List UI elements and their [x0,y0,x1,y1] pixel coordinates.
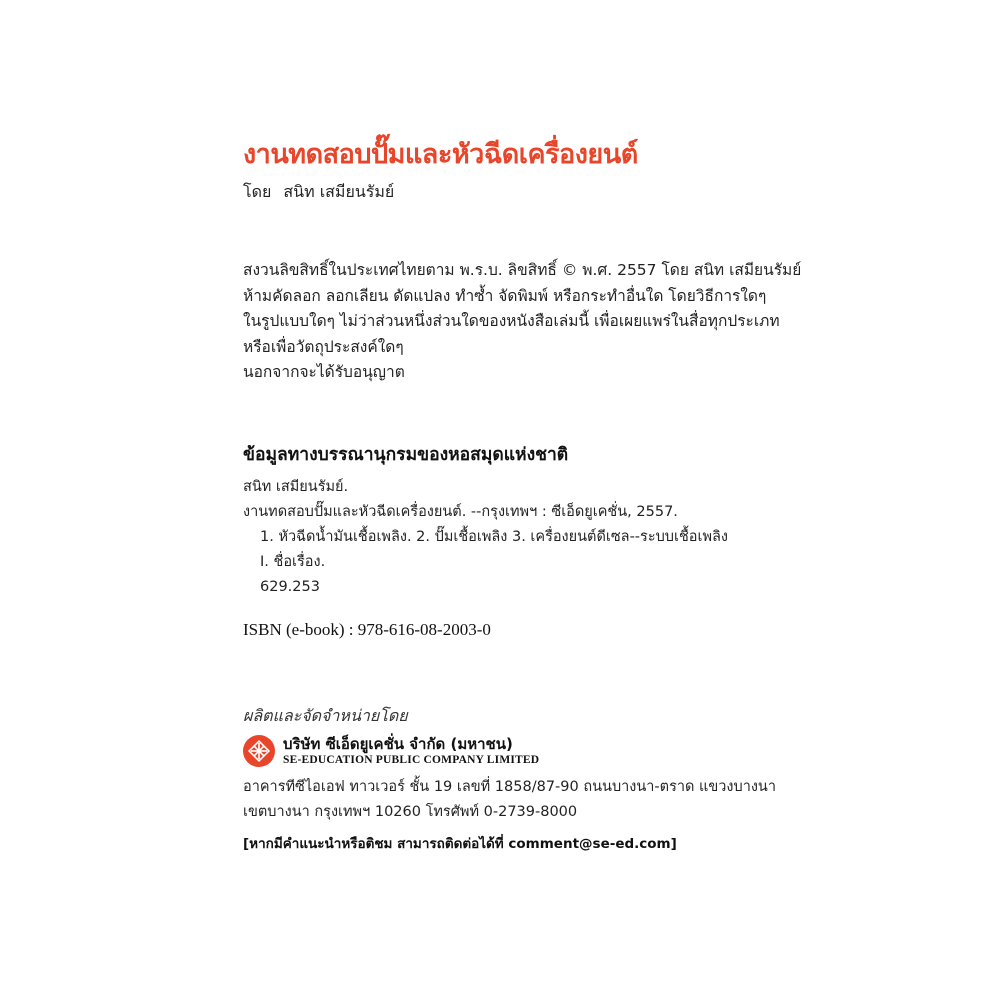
author-line [243,180,394,205]
publisher-name-en: SE-EDUCATION PUBLIC COMPANY LIMITED [283,753,540,766]
book-title: งานทดสอบปั๊มและหัวฉีดเครื่องยนต์ [243,139,638,170]
author-name: สนิท เสมียนรัมย์ [283,182,395,201]
publisher-address [243,775,776,825]
cip-author: สนิท เสมียนรัมย์. [243,479,349,495]
copyright-line: ในรูปแบบใดๆ ไม่ว่าส่วนหนึ่งส่วนใดของหนังสือเล่มนี้ เพื่อเผยแพร่ในสื่อทุกประเภท [243,312,780,330]
contact-note: [หากมีคำแนะนำหรือติชม สามารถติดต่อได้ที่ comment@se-ed.com] [243,836,677,852]
cip-subjects: 1. หัวฉีดน้ำมันเชื้อเพลิง. 2. ปั๊มเชื้อเพลิง 3. เครื่องยนต์ดีเซล--ระบบเชื้อเพลิง [260,529,729,545]
address-line: อาคารทีซีไอเอฟ ทาวเวอร์ ชั้น 19 เลขที่ 1858/87-90 ถนนบางนา-ตราด แขวงบางนา [243,779,776,795]
copyright-line: นอกจากจะได้รับอนุญาต [243,363,405,381]
cip-classification: 629.253 [260,579,320,595]
copyright-line: ห้ามคัดลอก ลอกเลียน ดัดแปลง ทำซ้ำ จัดพิมพ์ หรือกระทำอื่นใด โดยวิธีการใดๆ [243,286,767,305]
cip-heading: ข้อมูลทางบรรณานุกรมของหอสมุดแห่งชาติ [243,445,569,465]
publisher-names [283,736,539,767]
copyright-line: สงวนลิขสิทธิ์ในประเทศไทยตาม พ.ร.บ. ลิขสิทธิ์ © พ.ศ. 2557 โดย สนิท เสมียนรัมย์ [243,261,802,279]
copyright-notice [243,258,801,386]
cip-record [243,475,728,600]
cip-title-line: งานทดสอบปั๊มและหัวฉีดเครื่องยนต์. --กรุงเทพฯ : ซีเอ็ดยูเคชั่น, 2557. [243,504,678,520]
address-line: เขตบางนา กรุงเทพฯ 10260 โทรศัพท์ 0-2739-8000 [243,804,578,820]
produced-by-label: ผลิตและจัดจำหน่ายโดย [243,706,408,725]
se-ed-logo-icon [243,735,275,767]
publisher-name-th: บริษัท ซีเอ็ดยูเคชั่น จำกัด (มหาชน) [283,734,513,753]
cip-title-entry: I. ชื่อเรื่อง. [260,554,326,570]
isbn: ISBN (e-book) : 978-616-08-2003-0 [243,620,491,639]
copyright-line: หรือเพื่อวัตถุประสงค์ใดๆ [243,337,404,356]
author-prefix: โดย [243,182,272,201]
publisher-block [243,733,539,769]
